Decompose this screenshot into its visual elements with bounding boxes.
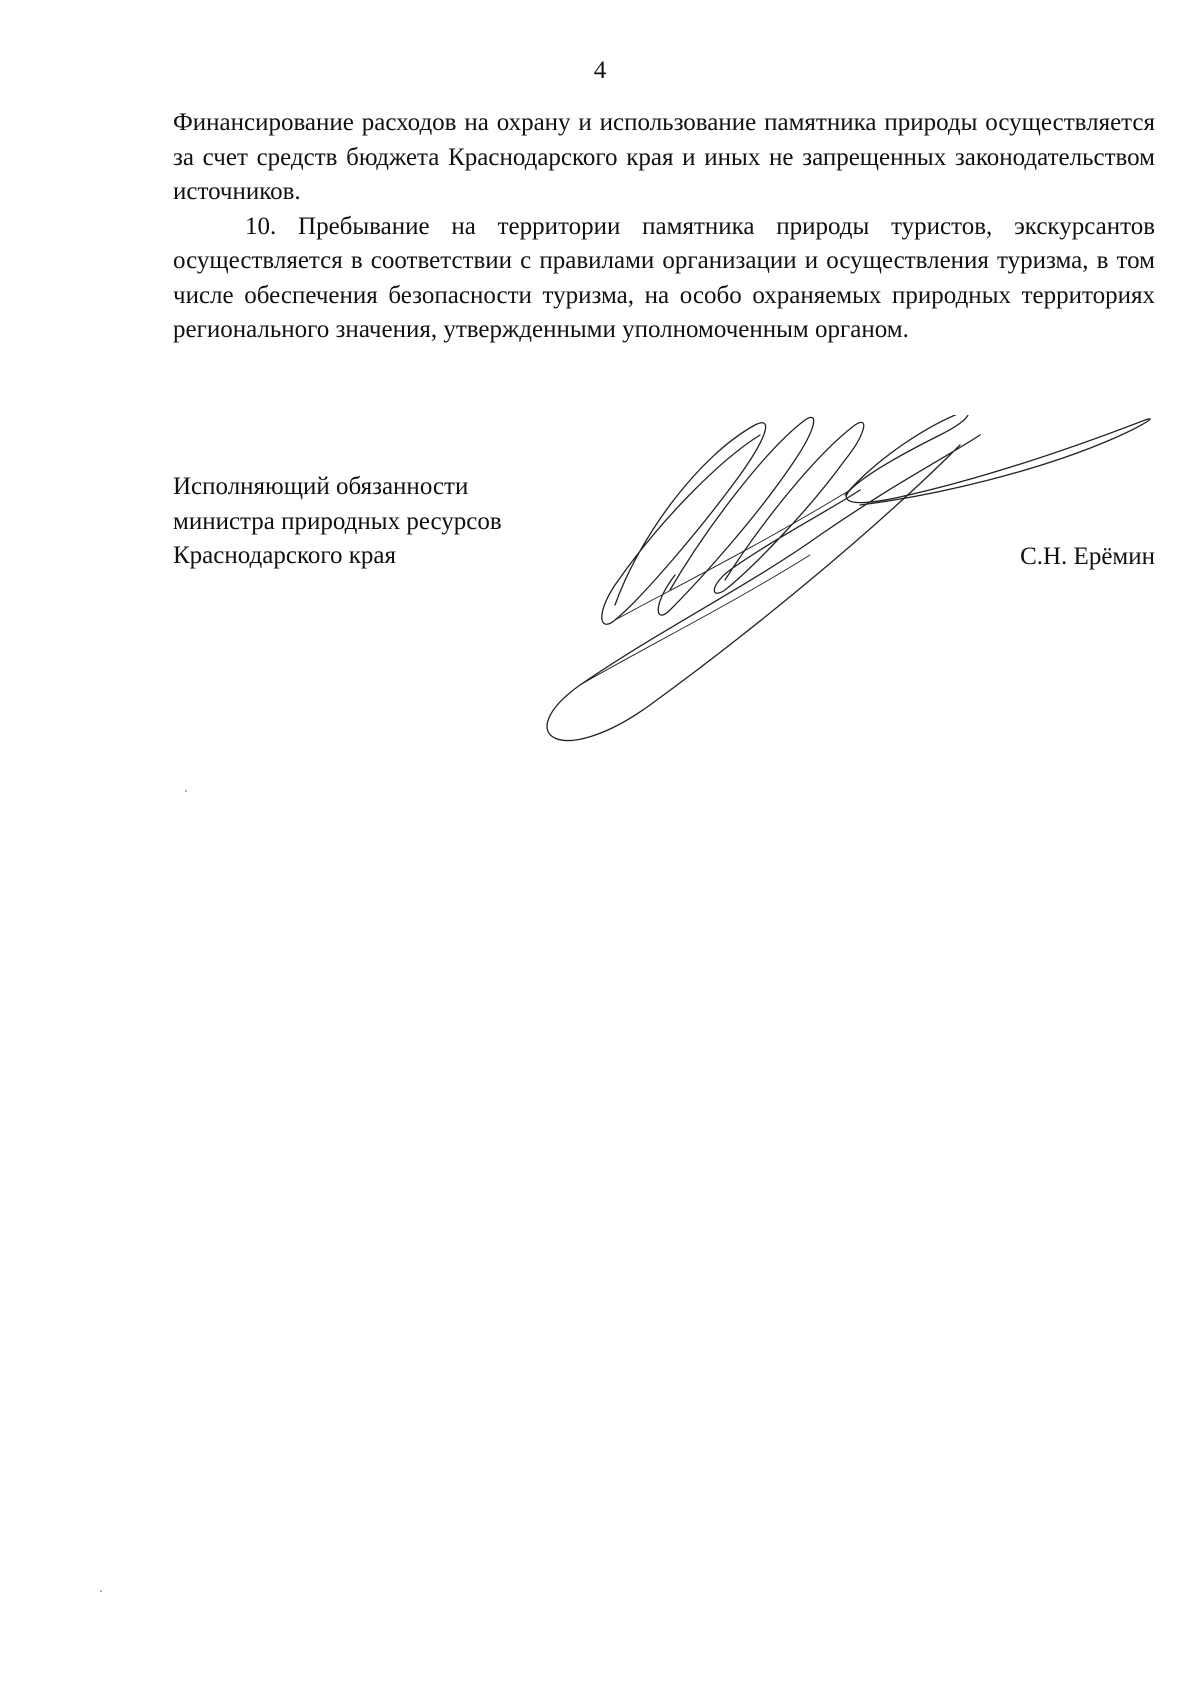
signatory-position-line-3: Краснодарского края <box>173 542 396 569</box>
scan-speck <box>185 790 187 792</box>
body-text <box>173 106 1155 348</box>
page-number: 4 <box>593 57 607 84</box>
signer-name: С.Н. Ерёмин <box>1020 543 1155 570</box>
paragraph-continuation: Финансирование расходов на охрану и использование памятника природы осуществляется за счет средств бюджета Краснодарского края и иных не запрещенных законодательством источников. <box>173 109 1155 205</box>
scan-speck <box>100 1590 102 1592</box>
signatory-position-line-1: Исполняющий обязанности <box>173 473 469 500</box>
paragraph-10: 10. Пребывание на территории памятника природы туристов, экскурсантов осуществляется в соответствии с правилами организации и осуществления туризма, в том числе обеспечения безопасности туризма, на особо охраняемых природных территориях регионального значения, утвержденными уполномоченным органом. <box>173 212 1155 343</box>
signatory-position-line-2: министра природных ресурсов <box>173 507 502 535</box>
signatory-position <box>173 470 502 574</box>
handwritten-signature <box>520 415 1160 795</box>
